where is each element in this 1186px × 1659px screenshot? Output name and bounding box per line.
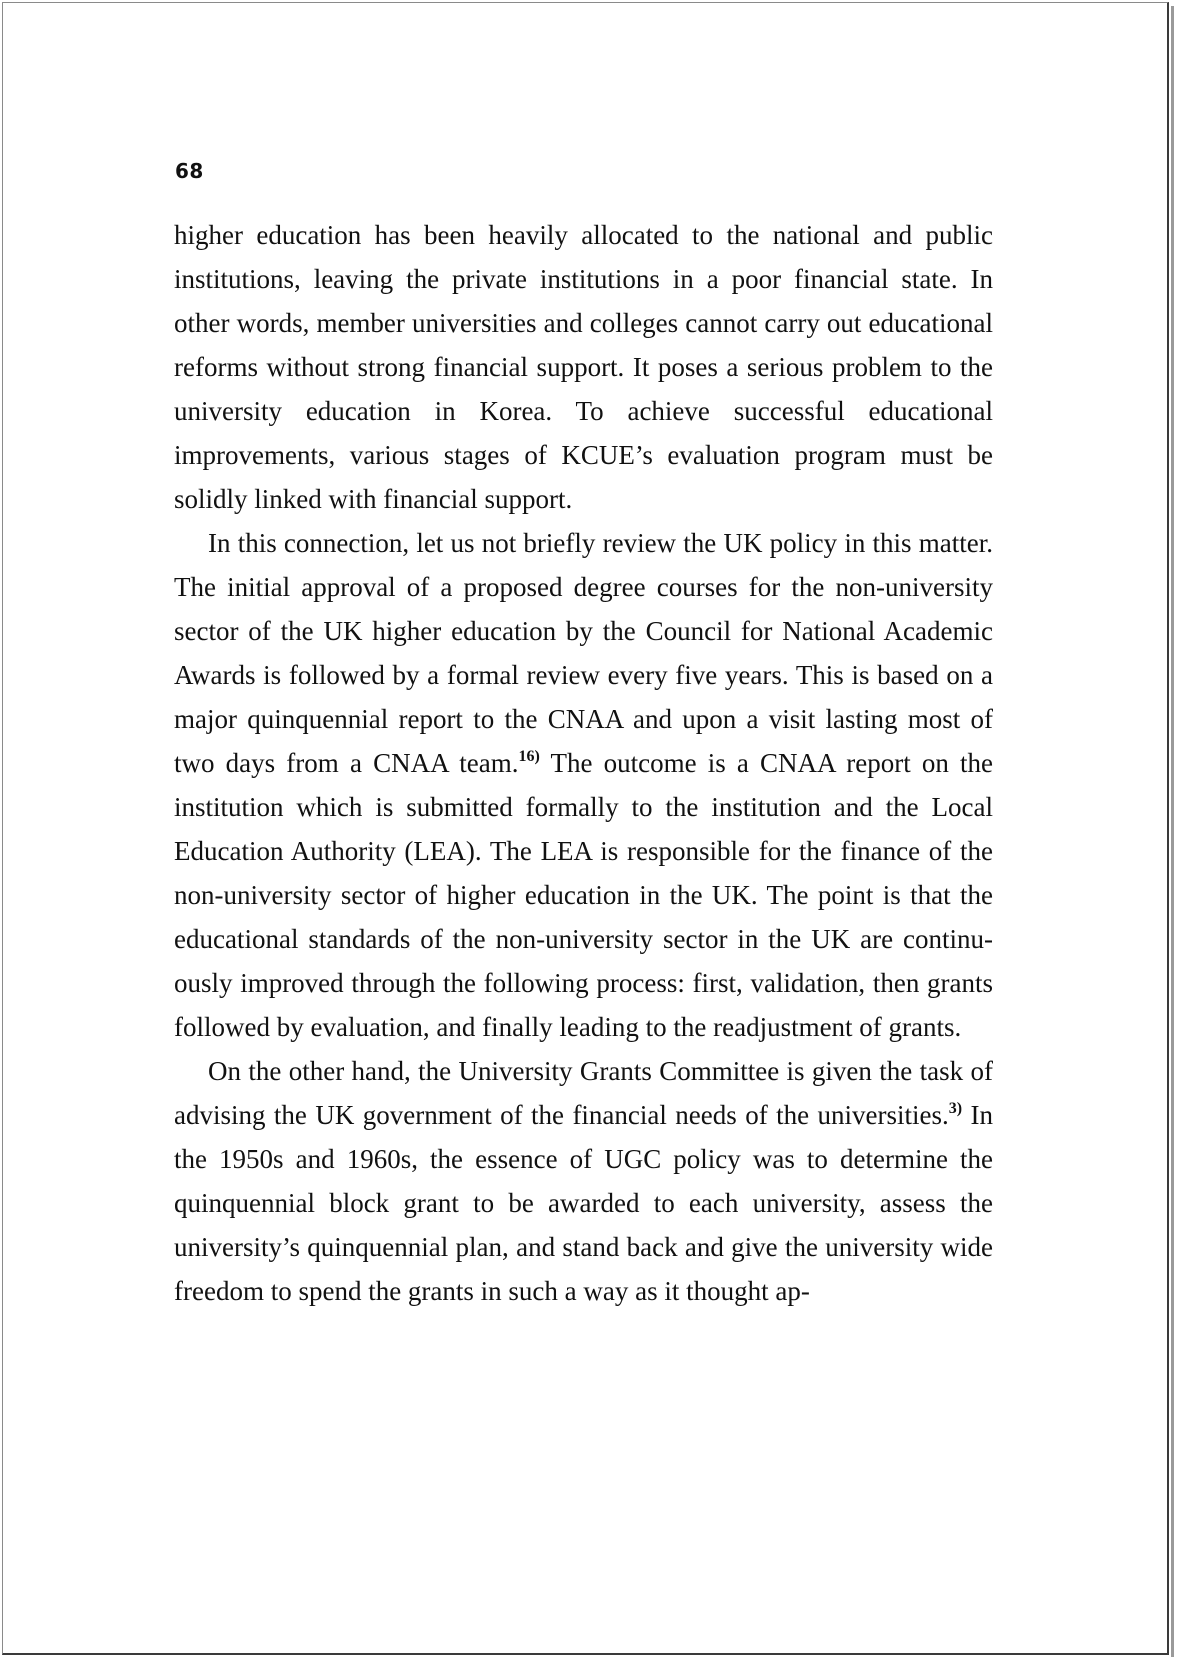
paragraph-3	[174, 1049, 993, 1313]
page-number: 68	[175, 159, 204, 183]
paragraph-1: higher education has been heavily allocated to the national and public institutions, leaving the private institutions in a poor financial state. In other words, member universities and colleges cannot carry out educational reforms without strong financial support. It poses a serious problem to the university education in Korea. To achieve successful educational improvements, various stages of KCUE’s evaluation program must be solidly linked with financial support.	[174, 220, 993, 514]
footnote-ref-16: 16)	[518, 748, 540, 765]
page-edge-shadow	[1171, 6, 1174, 1657]
body-text	[174, 213, 993, 1313]
paragraph-3-text-b: In the 1950s and 1960s, the essence of UGC policy was to determine the quinquennial block grant to be awarded to each university, assess the university’s quinquennial plan, and stand back and give the university wide freedom to spend the grants in such a way as it thought ap-	[174, 1100, 993, 1306]
paragraph-3-text-a: On the other hand, the University Grants Committee is given the task of advising the UK government of the financial needs of the universities.	[174, 1056, 993, 1130]
document-page	[2, 2, 1169, 1655]
footnote-ref-3: 3)	[948, 1100, 963, 1117]
paragraph-2-text-a: In this connection, let us not briefly review the UK policy in this matter. The initial approval of a proposed degree courses for the non-university sector of the UK higher education by the Council for National Academic Awards is followed by a formal review every five years. This is based on a major quinquennial report to the CNAA and upon a visit lasting most of two days from a CNAA team.	[174, 528, 993, 778]
paragraph-2-text-b: The outcome is a CNAA report on the institution which is submitted formally to the institution and the Local Education Authority (LEA). The LEA is responsible for the finance of the non-university sector of higher education in the UK. The point is that the educational standards of the non-university sector in the UK are continuously improved through the following process: first, validation, then grants followed by evaluation, and finally leading to the readjustment of grants.	[174, 748, 993, 1042]
paragraph-2	[174, 521, 993, 1049]
